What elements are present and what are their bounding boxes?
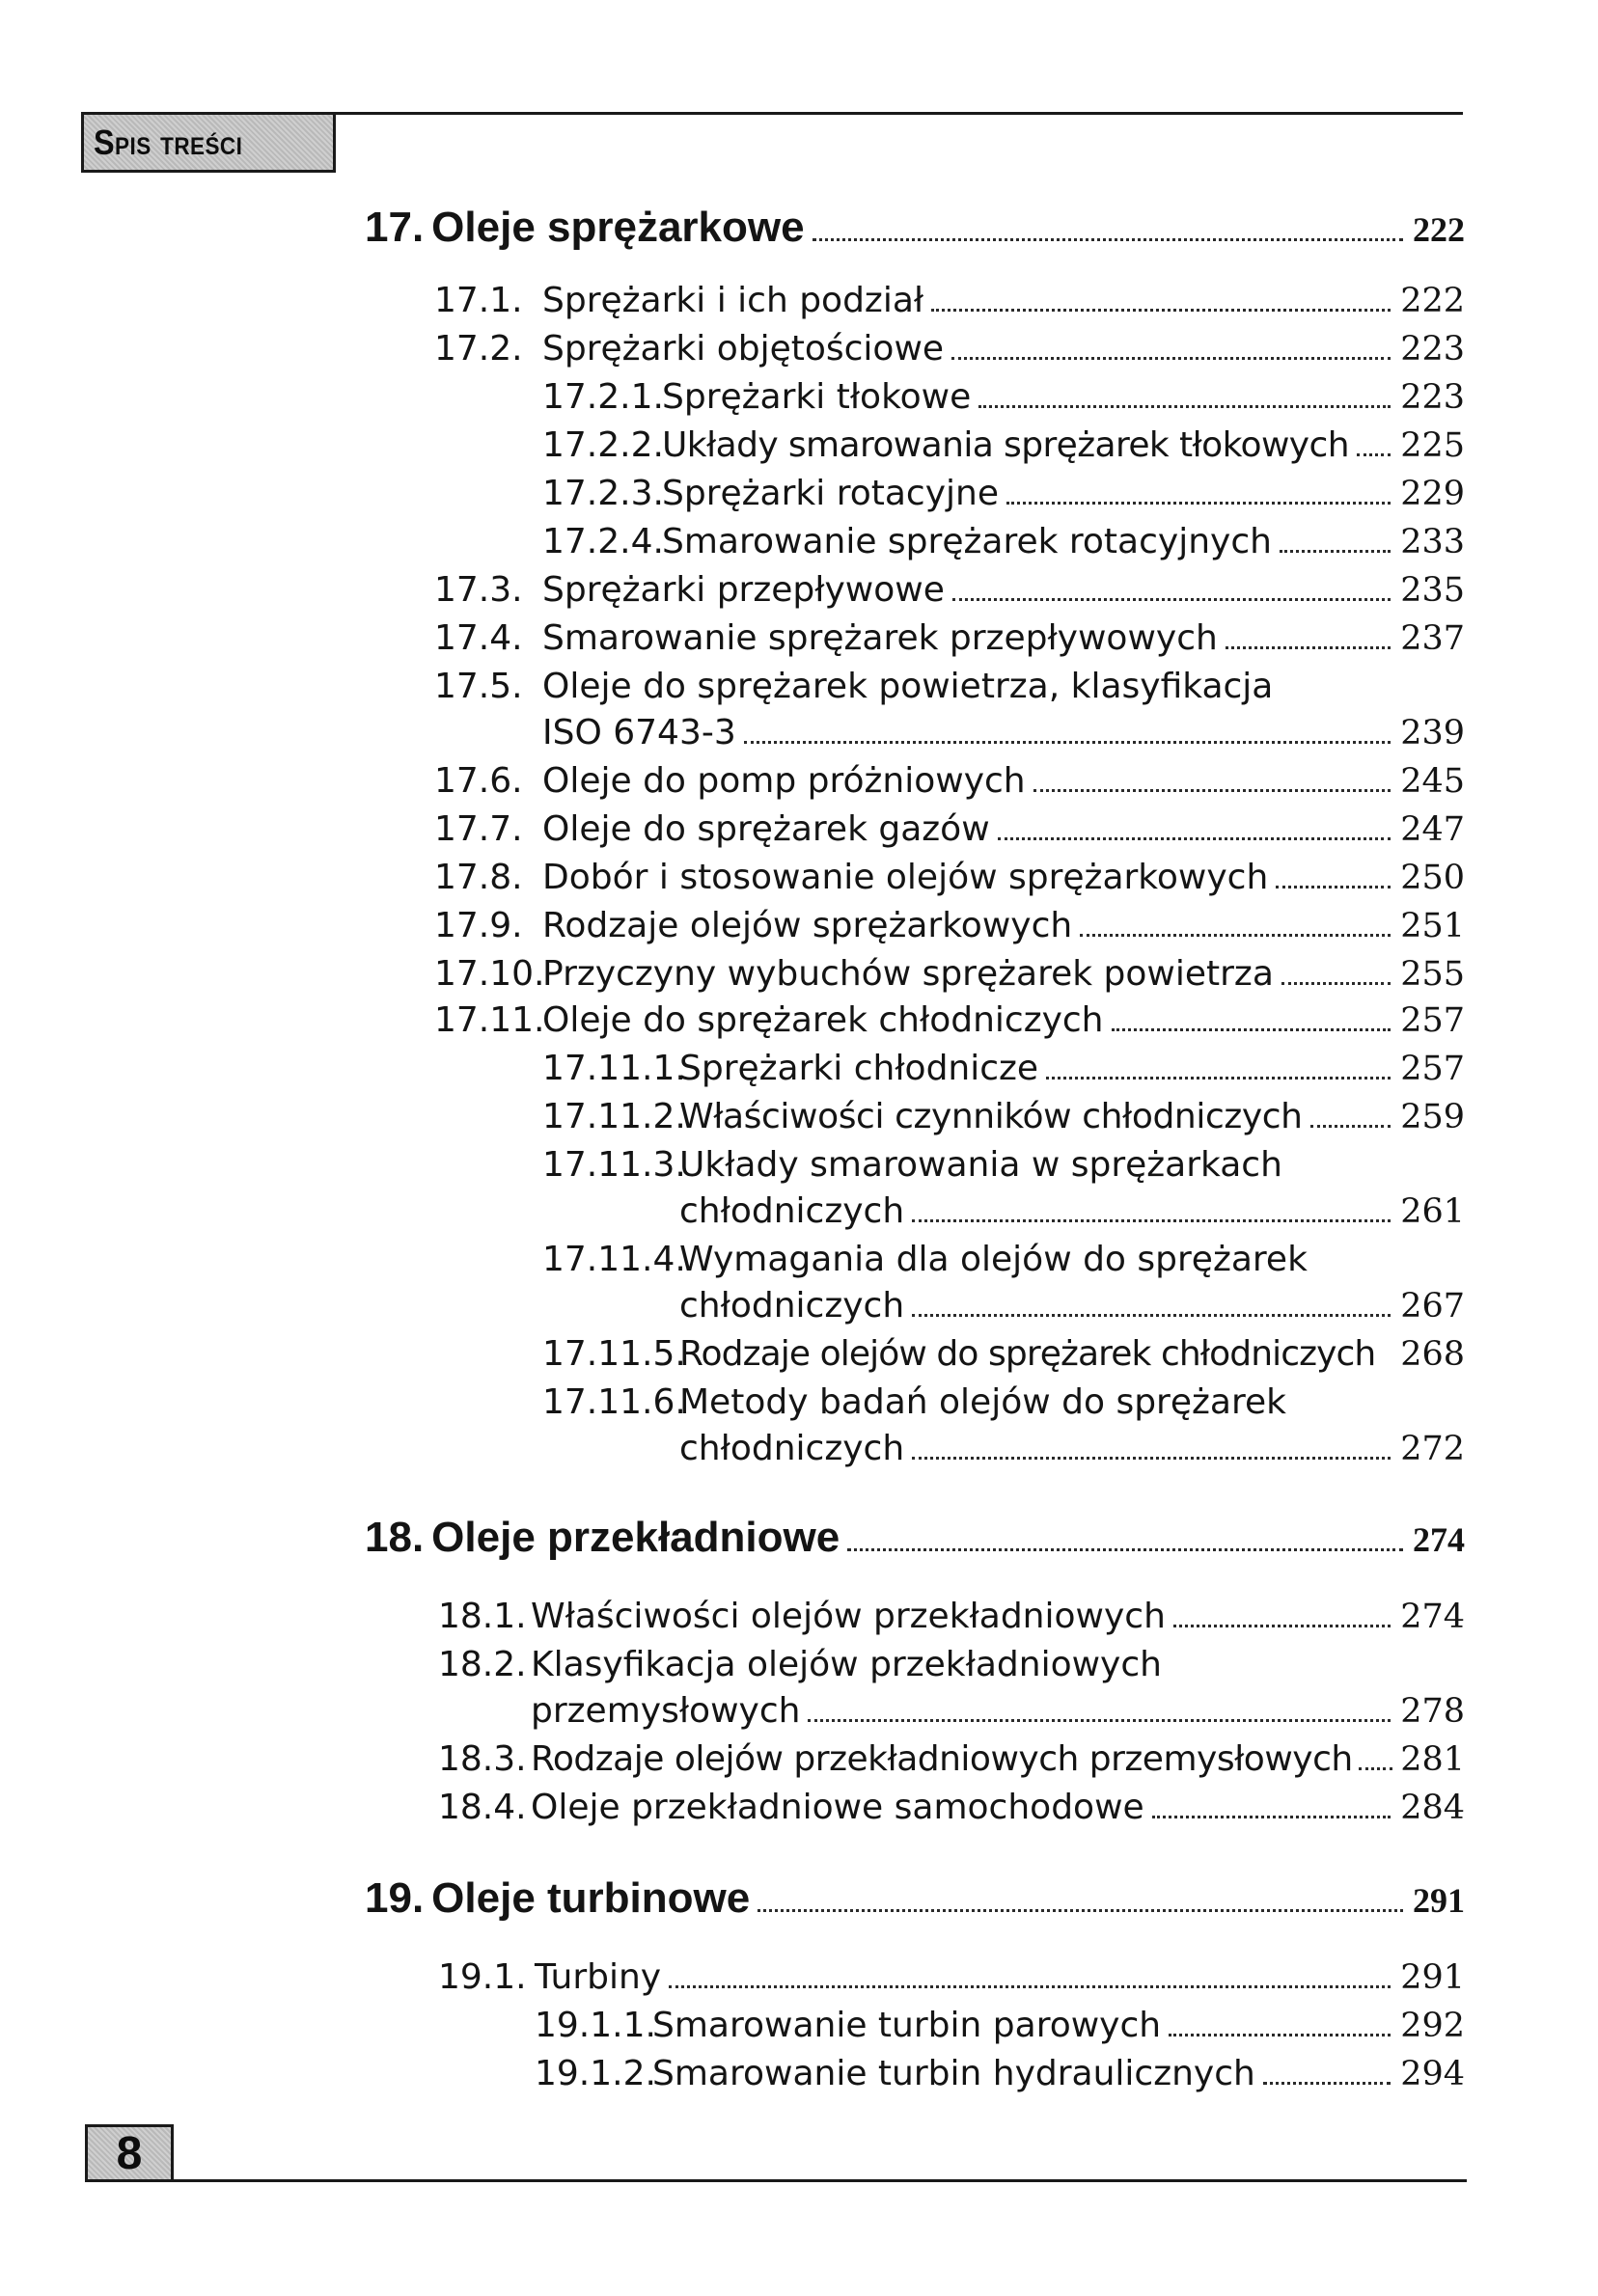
toc-title: Klasyfikacja olejów przekładniowych (531, 1645, 1162, 1684)
toc-entry[interactable] (434, 328, 1465, 370)
toc-number: 17.1. (434, 281, 523, 320)
toc-title: Oleje przekładniowe samochodowe (531, 1788, 1144, 1827)
toc-number: 18.2. (438, 1645, 527, 1684)
toc-number: 17.4. (434, 618, 523, 658)
leader-dots (951, 357, 1391, 360)
toc-number: 17.2.1. (542, 377, 664, 417)
toc-entry[interactable] (438, 1644, 1465, 1686)
toc-title: Oleje turbinowe (431, 1874, 751, 1922)
toc-title: Oleje do sprężarek gazów (542, 809, 990, 849)
leader-dots (758, 1909, 1403, 1912)
toc-title: ISO 6743-3 (542, 713, 736, 752)
toc-page: 245 (1400, 762, 1465, 801)
toc-entry-continuation[interactable] (531, 1690, 1465, 1733)
toc-page: 222 (1413, 210, 1465, 249)
leader-dots (998, 837, 1391, 840)
toc-page: 255 (1400, 955, 1465, 994)
toc-page: 222 (1400, 282, 1465, 320)
page-number: 8 (116, 2127, 143, 2179)
toc-entry[interactable] (542, 1144, 1465, 1187)
toc-entry[interactable] (434, 905, 1465, 947)
leader-dots (1033, 789, 1391, 792)
toc-title: Smarowanie turbin hydraulicznych (652, 2054, 1255, 2093)
toc-title: Smarowanie turbin parowych (652, 2006, 1162, 2045)
toc-title: chłodniczych (679, 1429, 905, 1468)
leader-dots (912, 1219, 1391, 1222)
leader-dots (1226, 646, 1391, 649)
toc-number: 17.2. (434, 329, 523, 369)
section-header-box (81, 115, 336, 173)
leader-dots (1112, 1028, 1391, 1031)
toc-title: Wymagania dla olejów do sprężarek (679, 1240, 1308, 1279)
toc-entry[interactable] (542, 473, 1465, 515)
toc-title: Oleje sprężarkowe (431, 204, 805, 251)
toc-entry[interactable] (542, 1096, 1465, 1138)
leader-dots (912, 1457, 1391, 1460)
toc-page: 278 (1400, 1692, 1465, 1731)
leader-dots (669, 1985, 1391, 1988)
toc-entry[interactable] (434, 280, 1465, 322)
toc-entry-continuation[interactable] (542, 712, 1465, 754)
section-header-title: Spis treści (94, 122, 243, 162)
toc-title: Oleje do pomp próżniowych (542, 761, 1026, 801)
leader-dots (1281, 982, 1391, 985)
toc-title: Sprężarki rotacyjne (662, 474, 999, 513)
toc-title: Turbiny (535, 1957, 662, 1997)
leader-dots (1276, 886, 1391, 888)
footer-rule (85, 2179, 1467, 2182)
toc-page: 225 (1400, 426, 1465, 465)
toc-title: Oleje do sprężarek chłodniczych (542, 1000, 1104, 1040)
toc-page: 223 (1400, 378, 1465, 417)
toc-number: 19.1.2. (535, 2054, 656, 2093)
leader-dots (1359, 1767, 1393, 1770)
toc-page: 294 (1400, 2055, 1465, 2093)
toc-number: 17.11.2. (542, 1097, 686, 1136)
toc-entry[interactable] (542, 376, 1465, 419)
toc-number: 18.4. (438, 1788, 527, 1827)
toc-title: Sprężarki objętościowe (542, 329, 945, 369)
toc-title: Rodzaje olejów przekładniowych przemysłowych (531, 1739, 1353, 1779)
toc-chapter-18[interactable] (365, 1514, 1465, 1561)
toc-entry[interactable] (542, 1381, 1465, 1424)
toc-page: 257 (1400, 1001, 1465, 1040)
toc-chapter-19[interactable] (365, 1874, 1465, 1922)
toc-title: Rodzaje olejów do sprężarek chłodniczych (679, 1334, 1376, 1374)
toc-entry-continuation[interactable] (679, 1285, 1465, 1327)
leader-dots (1263, 2082, 1391, 2085)
toc-entry[interactable] (542, 424, 1465, 467)
toc-entry[interactable] (542, 521, 1465, 563)
toc-page: 268 (1400, 1335, 1465, 1374)
toc-number: 17.11.3. (542, 1145, 686, 1185)
toc-number: 19. (365, 1874, 425, 1922)
toc-number: 17.11.1. (542, 1049, 686, 1088)
toc-number: 17.7. (434, 809, 523, 849)
toc-entry[interactable] (434, 617, 1465, 660)
toc-number: 17.11. (434, 1000, 545, 1040)
leader-dots (912, 1314, 1391, 1317)
toc-page: 257 (1400, 1050, 1465, 1088)
toc-page: 267 (1400, 1287, 1465, 1326)
toc-entry[interactable] (535, 2053, 1465, 2095)
leader-dots (813, 238, 1403, 241)
toc-number: 17. (365, 204, 425, 251)
leader-dots (978, 405, 1391, 408)
toc-entry[interactable] (434, 760, 1465, 803)
toc-number: 17.5. (434, 667, 523, 706)
toc-number: 17.11.6. (542, 1382, 686, 1422)
toc-entry[interactable] (434, 569, 1465, 612)
toc-page: 284 (1400, 1789, 1465, 1827)
page-number-box (85, 2124, 174, 2182)
leader-dots (1006, 502, 1391, 505)
toc-entry[interactable] (434, 666, 1465, 708)
toc-title: Smarowanie sprężarek rotacyjnych (662, 522, 1272, 561)
toc-title: przemysłowych (531, 1691, 801, 1731)
toc-entry-continuation[interactable] (679, 1190, 1465, 1233)
leader-dots (1357, 453, 1391, 456)
toc-title: Dobór i stosowanie olejów sprężarkowych (542, 858, 1269, 897)
leader-dots (808, 1719, 1391, 1722)
toc-page: 281 (1400, 1740, 1465, 1779)
toc-number: 18.1. (438, 1597, 527, 1636)
toc-title: Sprężarki tłokowe (662, 377, 972, 417)
toc-entry[interactable] (542, 1048, 1465, 1090)
toc-entry[interactable] (434, 808, 1465, 851)
toc-title: Smarowanie sprężarek przepływowych (542, 618, 1218, 658)
toc-entry[interactable] (434, 999, 1465, 1042)
toc-title: chłodniczych (679, 1191, 905, 1231)
toc-entry[interactable] (434, 857, 1465, 899)
toc-title: chłodniczych (679, 1286, 905, 1326)
leader-dots (952, 598, 1391, 601)
toc-number: 17.10. (434, 954, 545, 994)
leader-dots (931, 309, 1391, 312)
toc-number: 17.2.3. (542, 474, 664, 513)
toc-entry[interactable] (542, 1239, 1465, 1281)
toc-title: Właściwości olejów przekładniowych (531, 1597, 1166, 1636)
toc-page: 274 (1413, 1520, 1465, 1559)
toc-chapter-17[interactable] (365, 206, 1465, 251)
leader-dots (1046, 1077, 1391, 1080)
toc-number: 18.3. (438, 1739, 527, 1779)
toc-page: 251 (1400, 907, 1465, 945)
toc-page: 274 (1400, 1598, 1465, 1636)
toc-title: Układy smarowania w sprężarkach (679, 1145, 1282, 1185)
toc-number: 17.6. (434, 761, 523, 801)
leader-dots (1152, 1816, 1391, 1818)
toc-page: 291 (1400, 1958, 1465, 1997)
toc-number: 17.11.4. (542, 1240, 686, 1279)
toc-title: Rodzaje olejów sprężarkowych (542, 906, 1073, 945)
toc-title: Układy smarowania sprężarek tłokowych (662, 425, 1349, 465)
toc-number: 17.11.5. (542, 1334, 686, 1374)
toc-title: Metody badań olejów do sprężarek (679, 1382, 1286, 1422)
toc-page: 237 (1400, 619, 1465, 658)
toc-number: 18. (365, 1514, 425, 1561)
toc-page: 261 (1400, 1192, 1465, 1231)
leader-dots (1310, 1125, 1391, 1128)
toc-page: 250 (1400, 859, 1465, 897)
leader-dots (847, 1548, 1403, 1551)
toc-number: 17.8. (434, 858, 523, 897)
toc-entry[interactable] (438, 1956, 1465, 1999)
toc-page: 233 (1400, 523, 1465, 561)
leader-dots (1280, 550, 1391, 553)
toc-entry-continuation[interactable] (679, 1428, 1465, 1470)
leader-dots (1080, 934, 1391, 937)
toc-title: Właściwości czynników chłodniczych (679, 1097, 1303, 1136)
leader-dots (1169, 2034, 1391, 2036)
toc-page: 229 (1400, 475, 1465, 513)
toc-entry[interactable] (535, 2005, 1465, 2047)
toc-number: 17.2.4. (542, 522, 664, 561)
toc-title: Oleje do sprężarek powietrza, klasyfikacja (542, 667, 1274, 706)
toc-number: 19.1.1. (535, 2006, 656, 2045)
leader-dots (1173, 1625, 1391, 1627)
toc-title: Przyczyny wybuchów sprężarek powietrza (542, 954, 1274, 994)
toc-page: 259 (1400, 1098, 1465, 1136)
toc-title: Sprężarki przepływowe (542, 570, 945, 610)
toc-title: Sprężarki i ich podział (542, 281, 924, 320)
toc-number: 19.1. (438, 1957, 527, 1997)
toc-entry[interactable] (438, 1596, 1465, 1638)
toc-entry[interactable] (542, 1333, 1465, 1376)
toc-title: Oleje przekładniowe (431, 1514, 840, 1561)
toc-page: 291 (1413, 1881, 1465, 1920)
toc-title: Sprężarki chłodnicze (679, 1049, 1039, 1088)
toc-entry[interactable] (438, 1738, 1465, 1781)
toc-page: 292 (1400, 2007, 1465, 2045)
toc-number: 17.9. (434, 906, 523, 945)
toc-page: 239 (1400, 714, 1465, 752)
toc-page: 223 (1400, 330, 1465, 369)
toc-entry[interactable] (438, 1787, 1465, 1829)
leader-dots (744, 741, 1391, 744)
toc-page: 247 (1400, 810, 1465, 849)
toc-page: 272 (1400, 1430, 1465, 1468)
toc-number: 17.2.2. (542, 425, 664, 465)
toc-page: 235 (1400, 571, 1465, 610)
toc-number: 17.3. (434, 570, 523, 610)
toc-entry[interactable] (434, 953, 1465, 996)
